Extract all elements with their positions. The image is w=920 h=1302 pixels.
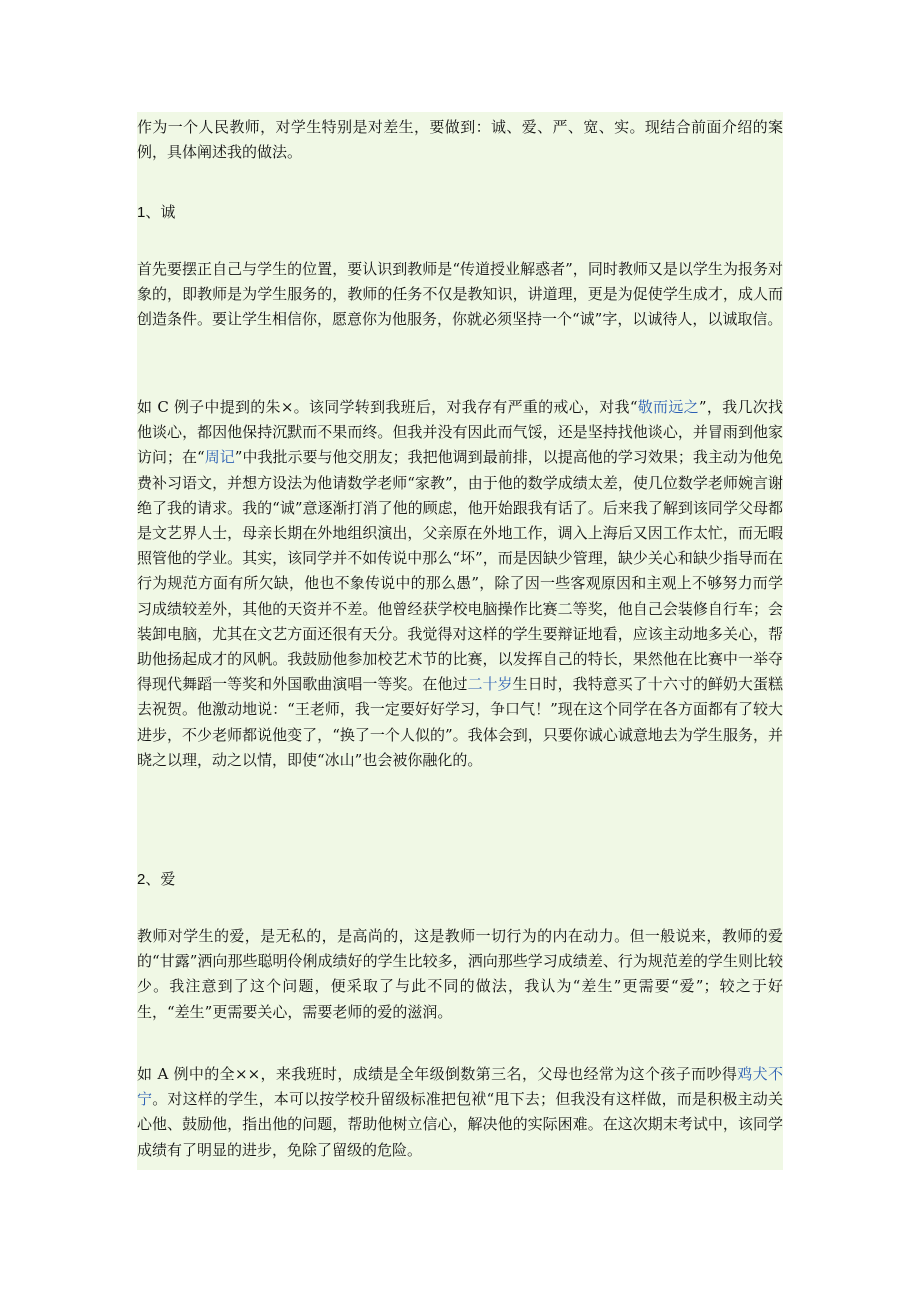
text-segment: 如 C 例子中提到的朱×。该同学转到我班后，对我存有严重的戒心，对我“ [137,398,638,416]
section-heading-sincerity: 1、诚 [137,204,176,221]
intro-paragraph: 作为一个人民教师，对学生特别是对差生，要做到：诚、爱、严、宽、实。现结合前面介绍的案例，具体阐述我的做法。 [137,118,783,162]
text-segment: ”，我几次找他谈心，都因他保持沉默而不果而终。但我并没有因此而气馁，还是坚持找他谈心，并冒雨到他家访问；在“ [137,398,783,467]
text-segment: 。对这样的学生，本可以按学校升留级标准把包袱“甩下去；但我没有这样做，而是积极主动关心他、鼓励他，指出他的问题，帮助他树立信心，解决他的实际困难。在这次期末考试中，该同学成绩有了明显的进步，免除了留级的危险。 [137,1090,783,1159]
love-paragraph-1: 教师对学生的爱，是无私的，是高尚的，这是教师一切行为的内在动力。但一般说来，教师的爱的“甘露”洒向那些聪明伶俐成绩好的学生比较多，洒向那些学习成绩差、行为规范差的学生则比较少。我注意到了这个问题，便采取了与此不同的做法，我认为“差生”更需要“爱”；较之于好生，“差生”更需要关心，需要老师的爱的滋润。 [137,927,783,1021]
link-zhou-ji[interactable]: 周记 [204,448,235,467]
sincerity-paragraph-2 [137,395,783,773]
text-segment: 如 A 例中的全××，来我班时，成绩是全年级倒数第三名，父母也经常为这个孩子而吵得 [137,1065,738,1083]
section-heading-love: 2、爱 [137,871,176,888]
link-ji-quan-bu-ning[interactable]: 鸡犬不宁 [137,1065,783,1109]
love-paragraph-2 [137,1062,783,1163]
link-jing-er-yuan-zhi[interactable]: 敬而远之 [637,398,699,416]
document-page [137,112,783,1170]
sincerity-paragraph-1: 首先要摆正自己与学生的位置，要认识到教师是“传道授业解惑者”，同时教师又是以学生为报务对象的，即教师是为学生服务的，教师的任务不仅是教知识，讲道理，更是为促使学生成才，成人而创造条件。要让学生相信你，愿意你为他服务，你就必须坚持一个“诚”字，以诚待人，以诚取信。 [137,260,783,329]
text-segment: 生日时，我特意买了十六寸的鲜奶大蛋糕去祝贺。他激动地说：“王老师，我一定要好好学习，争口气！”现在这个同学在各方面都有了较大进步，不少老师都说他变了，“换了一个人似的”。我体会到，只要你诚心诚意地去为学生服务，并晓之以理，动之以情，即使“冰山”也会被你融化的。 [137,675,783,769]
link-er-shi-sui[interactable]: 二十岁 [467,675,513,694]
text-segment: ”中我批示要与他交朋友；我把他调到最前排，以提高他的学习效果；我主动为他免费补习语文，并想方设法为他请数学老师“家教”，由于他的数学成绩太差，使几位数学老师婉言谢绝了我的请求。我的“诚”意逐渐打消了他的顾虑，他开始跟我有话了。后来我了解到该同学父母都是文艺界人士，母亲长期在外地组织演出，父亲原在外地工作，调入上海后又因工作太忙，而无暇照管他的学业。其实，该同学并不如传说中那么“坏”，而是因缺少管理，缺少关心和缺少指导而在行为规范方面有所欠缺，他也不象传说中的那么愚”，除了因一些客观原因和主观上不够努力而学习成绩较差外，其他的天资并不差。他曾经获学校电脑操作比赛二等奖，他自己会装修自行车；会装卸电脑，尤其在文艺方面还很有天分。我觉得对这样的学生要辩证地看，应该主动地多关心，帮助他扬起成才的风帆。我鼓励他参加校艺术节的比赛，以发挥自己的特长，果然他在比赛中一举夺得现代舞蹈一等奖和外国歌曲演唱一等奖。在他过 [137,448,783,694]
